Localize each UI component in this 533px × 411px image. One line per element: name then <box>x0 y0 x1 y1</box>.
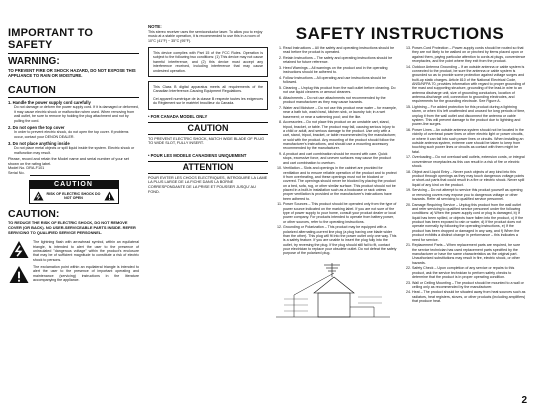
exclamation-triangle-icon <box>8 265 30 284</box>
instruction-item: 16. Power Lines – An outside antenna system should not be located in the vicinity of overhead power lines or other electric light or power circuits, or where it can fall into such power lines or circuits. When installing an outside antenna system, extreme care should be taken to keep from touching such power lines or circuits as contact with them might be fatal. <box>412 128 526 154</box>
caution-item-title: 2. Do not open the top cover <box>8 125 65 130</box>
canada-statement-fr: Cet appareil numérique de la classe B respecte toutes les exigences du Règlement sur le matériel brouilleur du Canada. <box>153 96 263 106</box>
caution-item-body: In order to prevent electric shock, do not open the top cover. If problems occur, contact your DENON DEALER. <box>14 130 129 139</box>
safety-column-2 <box>148 24 268 196</box>
safety-instructions-title: SAFETY INSTRUCTIONS <box>295 24 505 43</box>
exclamation-explanation-text: The exclamation point within an equilateral triangle is intended to alert the user to the presence of important operating and maintenance (servicing) instructions in the literature accompanying the appliance. <box>33 264 139 282</box>
instructions-left-column <box>274 46 397 326</box>
caution2-text: TO REDUCE THE RISK OF ELECTRIC SHOCK, DO NOT REMOVE COVER (OR BACK). NO USER-SERVICEABLE PARTS INSIDE. REFER SERVICING TO QUALIFIED SERVICE PERSONNEL. <box>8 220 136 235</box>
caution-item-title: 3. Do not place anything inside <box>8 141 70 146</box>
lightning-warning-icon <box>33 191 44 201</box>
caution-item-body: Do not place metal objects or spill liquid inside the system. Electric shock or malfunction may result. <box>14 146 135 155</box>
serial-number: Serial No. <box>8 170 25 175</box>
instruction-item: 12. Grounding or Polarization – This product may be equipped with a polarized alternating-current line plug (a plug having one blade wider than the other). This plug will fit into the power outlet only one way. This is a safety feature. If you are unable to insert the plug fully into the outlet, try reversing the plug. If the plug should still fail to fit, contact your electrician to replace your obsolete outlet. Do not defeat the safety purpose of the polarized plug. <box>283 225 397 255</box>
caution-label-header: CAUTION <box>30 181 118 189</box>
note-title: NOTE: <box>148 24 162 29</box>
serial-underline <box>30 175 90 176</box>
instruction-item: 14. Outdoor Antenna Grounding – If an outside antenna or cable system is connected to the product, be sure the antenna or cable system is grounded so as to provide some protection against voltage surges and built-up static charges. Article 810 of the National Electrical Code, ANSI/NFPA 70, provides information with regard to proper grounding of the mast and supporting structure, grounding of the lead-in wire to an antenna discharge unit, size of grounding conductors, location of antenna-discharge unit, connection to grounding electrodes, and requirements for the grounding electrode. See Figure A. <box>412 65 526 104</box>
instruction-item: 20. Damage Requiring Service – Unplug this product from the wall outlet and refer servicing to qualified service personnel under the following conditions: a) When the power-supply cord or plug is damaged, b) If liquid has been spilled, or objects have fallen into the product, c) If the product has been exposed to rain or water, d) If the product does not operate normally by following the operating instructions, e) If the product has been dropped or damaged in any way, and f) When the product exhibits a distinct change in performance – this indicates a need for service. <box>412 203 526 242</box>
note-text: This stereo receiver uses the semiconductor laser. To allow you to enjoy music at a stable operation, it is recommended to use this in a room of 10°C (41°F) ~ 35°C (95°F). <box>148 30 263 43</box>
instruction-item: 22. Safety Check – Upon completion of any service or repairs to this product, ask the service technician to perform safety checks to determine that the product is in proper operating condition. <box>412 266 526 279</box>
instruction-item: 18. Object and Liquid Entry – Never push objects of any kind into this product through openings as they may touch dangerous voltage points or short-out parts that could result in a fire or electric shock. Never spill liquid of any kind on the product. <box>412 170 526 187</box>
caution2-heading: CAUTION: <box>8 208 60 221</box>
caution-rule <box>8 97 139 98</box>
caution-label-risk: RISK OF ELECTRIC SHOCK DO NOT OPEN <box>46 192 101 201</box>
safety-column-1 <box>8 27 139 284</box>
instruction-item: 15. Lightning – For added protection for this product during a lightning storm, or when it is left unattended and unused for long periods of time, unplug it from the wall outlet and disconnect the antenna or cable system. This will prevent damage to the product due to lightning and power-line surges. <box>412 105 526 127</box>
lightning-explanation-text: The lightning flash with arrowhead symbol, within an equilateral triangle, is intended to alert the user to the presence of uninsulated "dangerous voltage" within the product's enclosure that may be of sufficient magnitude to constitute a risk of electric shock to persons. <box>33 240 139 262</box>
instruction-item: 17. Overloading – Do not overload wall outlets, extension cords, or integral convenience receptacles as this can result in a risk of fire or electric shock. <box>412 155 526 168</box>
canada-statement-box <box>148 81 268 110</box>
instruction-item: 8. Accessories – Do not place this product on an unstable cart, stand, tripod, bracket, or table. The product may fall, causing serious injury to a child or adult, and serious damage to the product. Use only with a cart, stand, tripod, bracket, or table recommended by the manufacturer, or sold with the product. Any mounting of the product should follow the manufacturer's instructions, and should use a mounting accessory recommended by the manufacturer. <box>283 120 397 150</box>
instruction-item: 11. Power Sources – This product should be operated only from the type of power source indicated on the marking label. If you are not sure of the type of power supply to your home, consult your product dealer or local power company. For products intended to operate from battery power, or other sources, refer to the operating instructions. <box>283 202 397 224</box>
lightning-symbol-explanation <box>8 240 139 261</box>
canada-model-title: • FOR CANADA MODEL ONLY <box>148 113 208 119</box>
warning-text: TO PREVENT FIRE OR SHOCK HAZARD, DO NOT EXPOSE THIS APPLIANCE TO RAIN OR MOISTURE. <box>8 68 136 78</box>
canada-statement-en: This Class B digital apparatus meets all requirements of the Canadian Interference-Causing Equipment Regulations. <box>153 84 263 94</box>
instruction-item: 21. Replacement Parts – When replacement parts are required, be sure the service technician has used replacement parts specified by the manufacturer or have the same characteristics as the original part. Unauthorized substitutions may result in fire, electric shock, or other hazards. <box>412 243 526 265</box>
page-number: 2 <box>521 395 527 406</box>
title-rule <box>8 53 139 54</box>
instruction-item: 23. Wall or Ceiling Mounting – The product should be mounted to a wall or ceiling only as recommended by the manufacturer. <box>412 281 526 290</box>
instruction-item: 9. A product and cart combination should be moved with care. Quick stops, excessive force, and uneven surfaces may cause the product and cart combination to overturn. <box>283 152 397 165</box>
attention-box <box>148 161 268 196</box>
instruction-item: 10. Ventilation – Slots and openings in the cabinet are provided for ventilation and to ensure reliable operation of the product and to protect it from overheating, and these openings must not be blocked or covered. The openings should never be blocked by placing the product on a bed, sofa, rug, or other similar surface. This product should not be placed in a built-in installation such as a bookcase or rack unless proper ventilation is provided or the manufacturer's instructions have been adhered to. <box>283 166 397 201</box>
exclamation-warning-icon <box>104 191 115 201</box>
caution-item-1 <box>8 100 139 123</box>
instruction-item: 13. Power-Cord Protection – Power-supply cords should be routed so that they are not likely to be walked on or pinched by items placed upon or against them, paying particular attention to cords at plugs, convenience receptacles, and the point where they exit from the product. <box>412 46 526 63</box>
canada-fr-title: • POUR LES MODELE CANADIENS UNIQUEMENT <box>148 152 247 158</box>
instruction-item: 5. Cleaning – Unplug this product from the wall outlet before cleaning. Do not use liquid cleaners or aerosol cleaners. <box>283 86 397 95</box>
instruction-item: 19. Servicing – Do not attempt to service this product yourself as opening or removing covers may expose you to dangerous voltage or other hazards. Refer all servicing to qualified service personnel. <box>412 188 526 201</box>
antenna-grounding-figure <box>274 259 392 321</box>
record-note: Please, record and retain the Model name and serial number of your set shown on the rating label. <box>8 157 129 166</box>
caution-item-title: 1. Handle the power supply cord carefully <box>8 100 91 105</box>
fcc-statement-box <box>148 47 268 77</box>
attention-text: POUR EVITER LES CHOCS ELECTRIQUES, INTRODUIRE LA LAME LA PLUS LARGE DE LA FICHE DANS LA BORNE CORRESPONDANTE DE LA PRISE ET POUSSER JUSQU' AU FOND. <box>148 175 268 194</box>
caution-item-3 <box>8 141 139 155</box>
canada-caution-text: TO PREVENT ELECTRIC SHOCK, MATCH WIDE BLADE OF PLUG TO WIDE SLOT, FULLY INSERT. <box>148 136 265 146</box>
caution-item-2 <box>8 125 139 139</box>
canada-caution-box <box>148 122 268 148</box>
exclamation-symbol-explanation <box>8 265 139 284</box>
lightning-bolt-icon <box>8 240 30 259</box>
caution-item-body: Do not damage or deform the power supply cord. If it is damaged or deformed, it may cause electric shock or malfunction when used. When removing from wall outlet, be sure to remove by holding the plug attachment and not by pulling the cord. <box>14 105 139 123</box>
canada-caution-title: CAUTION <box>148 123 268 135</box>
instruction-item: 4. Follow Instructions – All operating and use instructions should be followed. <box>283 76 397 85</box>
warning-heading: WARNING: <box>8 56 60 67</box>
caution-label-graphic <box>29 180 119 204</box>
instruction-item: 2. Retain Instructions – The safety and operating instructions should be retained for future reference. <box>283 56 397 65</box>
caution-heading: CAUTION <box>8 84 56 96</box>
important-safety-title: IMPORTANT TO SAFETY <box>8 27 94 51</box>
instruction-item: 24. Heat – The product should be situated away from heat sources such as radiators, heat registers, stoves, or other products (including amplifiers) that produce heat. <box>412 290 526 303</box>
instruction-item: 3. Heed Warnings – All warnings on the product and in the operating instructions should be adhered to. <box>283 66 397 75</box>
instruction-item: 1. Read Instructions – All the safety and operating instructions should be read before the product is operated. <box>283 46 397 55</box>
fcc-statement-text: This device complies with Part 15 of the FCC Rules. Operation is subject to the following two conditions: (1) This device may not cause harmful interference, and (2) this device must accept any interference received, including interference that may cause undesired operation. <box>153 50 263 73</box>
attention-title: ATTENTION <box>148 162 268 174</box>
model-number: Model No. DRA-F101 <box>8 166 45 171</box>
instruction-item: 7. Water and Moisture – Do not use this product near water – for example, near a bath tub, wash bowl, kitchen sink, or laundry tub; in a wet basement; or near a swimming pool; and the like. <box>283 106 397 119</box>
instruction-item: 6. Attachments – Do not use attachments not recommended by the product manufacturer as they may cause hazards. <box>283 96 397 105</box>
instructions-right-column <box>403 46 526 326</box>
safety-instructions-section <box>274 24 526 326</box>
